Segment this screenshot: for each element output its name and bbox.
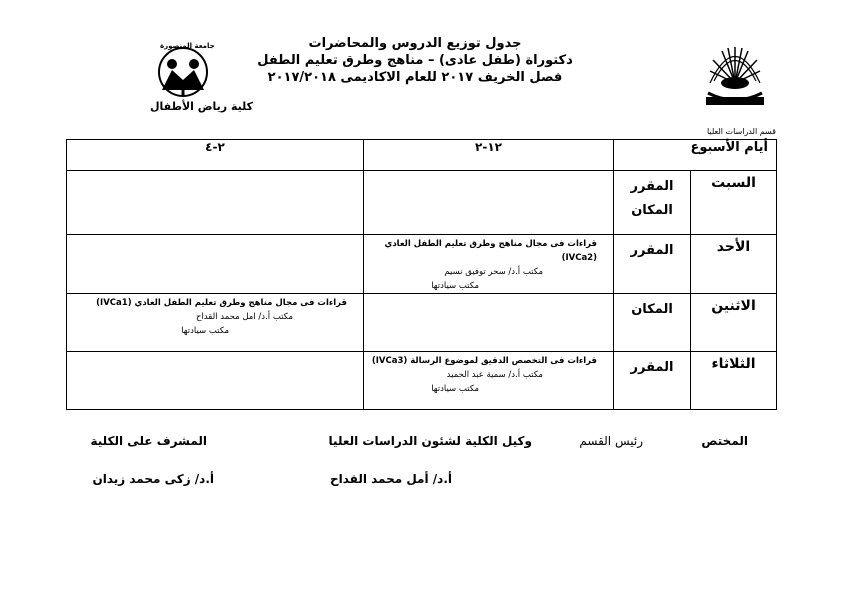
lecture-cell	[67, 294, 364, 352]
department-label: قسم الدراسات العليا	[706, 127, 776, 136]
row-label: المقرر	[614, 352, 691, 410]
schedule-cell	[67, 235, 364, 294]
day-tuesday: الثلاثاء	[691, 352, 777, 410]
table-row	[67, 352, 777, 410]
time-slot-header-2: ٢-٤	[67, 140, 364, 171]
table-header-row	[67, 140, 777, 171]
faculty-logo-top-text: جامعة المنصورة	[160, 42, 215, 50]
schedule-table	[66, 139, 777, 410]
day-sunday: الأحد	[691, 235, 777, 294]
lecture-location: مكتب سيادتها	[431, 281, 479, 291]
lecture-office: مكتب أ.د/ امل محمد القداح	[195, 312, 293, 322]
schedule-cell	[67, 352, 364, 410]
table-row	[67, 294, 777, 352]
row-label: المقرر المكان	[614, 171, 691, 235]
lecture-cell	[364, 352, 614, 410]
specialist-label: المختص	[701, 434, 748, 448]
dept-head-label: رئيس القسم	[579, 434, 643, 448]
lecture-title: قراءات فى التخصص الدقيق لموضوع الرسالة (IVCa3)	[371, 356, 597, 366]
day-monday: الاثنين	[691, 294, 777, 352]
schedule-cell	[364, 294, 614, 352]
lecture-cell	[364, 235, 614, 294]
lecture-location: مكتب سيادتها	[181, 326, 229, 336]
lecture-office: مكتب أ.د/ سحر توفيق نسيم	[444, 267, 543, 277]
schedule-cell	[364, 171, 614, 235]
schedule-title: جدول توزيع الدروس والمحاضرات	[308, 36, 522, 51]
university-emblem-icon	[700, 35, 770, 110]
table-row	[67, 235, 777, 294]
semester-title: فصل الخريف ٢٠١٧ للعام الاكاديمى ٢٠١٧/٢٠١٨	[267, 70, 563, 85]
row-label: المكان	[614, 294, 691, 352]
supervisor-name: أ.د/ زكى محمد زيدان	[92, 472, 214, 486]
lecture-office: مكتب أ.د/ سمية عبد الحميد	[446, 370, 543, 380]
program-title: دكتوراة (طفل عادى) – مناهج وطرق تعليم الطفل	[257, 53, 573, 68]
lecture-title: قراءات فى مجال مناهج وطرق تعليم الطفل العادي (IVCa2)	[384, 239, 597, 263]
supervisor-label: المشرف على الكلية	[90, 434, 207, 448]
vice-dean-name: أ.د/ أمل محمد القداح	[329, 472, 452, 486]
time-slot-header-1: ١٢-٢	[364, 140, 614, 171]
table-row	[67, 171, 777, 235]
row-label: المقرر	[614, 235, 691, 294]
vice-dean-label: وكيل الكلية لشئون الدراسات العليا	[328, 434, 532, 448]
schedule-cell	[67, 171, 364, 235]
day-saturday: السبت	[691, 171, 777, 235]
faculty-logo-caption: كلية رياض الأطفال	[150, 100, 254, 113]
week-days-header: أيام الأسبوع	[614, 140, 777, 171]
lecture-location: مكتب سيادتها	[431, 384, 479, 394]
lecture-title: قراءات فى مجال مناهج وطرق تعليم الطفل العادي (IVCa1)	[96, 298, 347, 308]
